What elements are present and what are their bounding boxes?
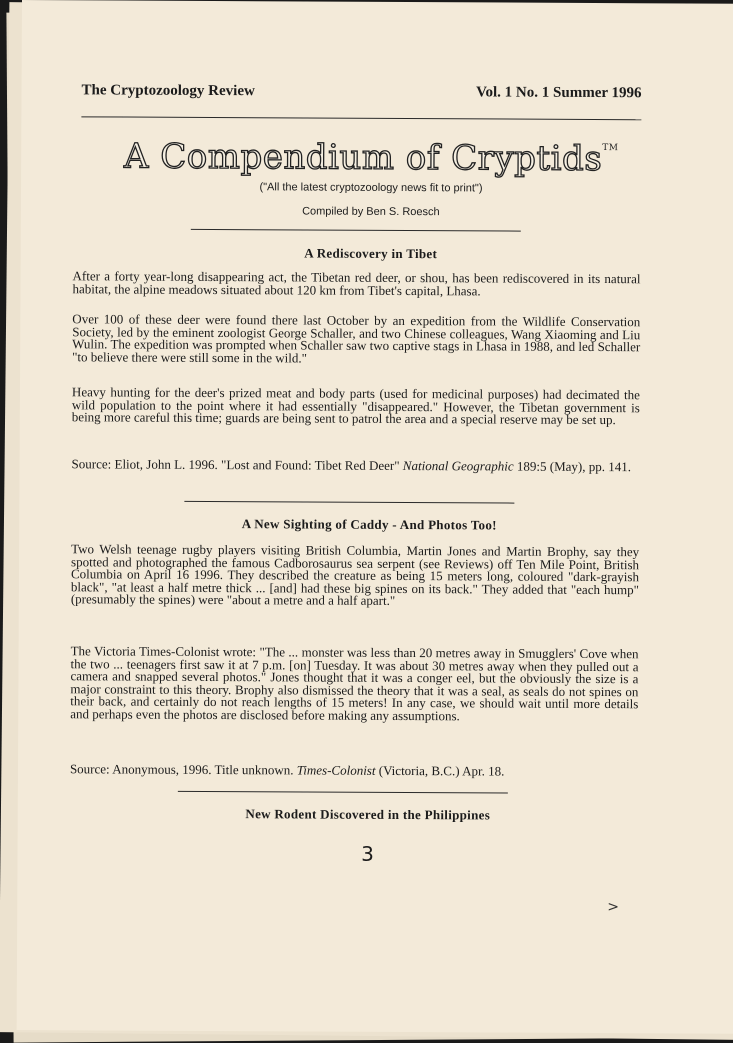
article-paragraph: Two Welsh teenage rugby players visiting British Columbia, Martin Jones and Martin Brophy, say they spotted and photographed the famous Cadborosaurus sea serpent (see Reviews) off Ten Mile Point, British Columbia on April 16 1996. They described the creature as being 15 meters long, coloured "dark-grayish black", "at least a half metre thick ... [and] had these big spines on its back." They added that "each hump" (presumably the spines) were "about a metre and a half apart.": [70, 541, 640, 608]
section-divider: [191, 229, 521, 232]
article-paragraph: Over 100 of these deer were found there last October by an expedition from the Wildlife Conservation Society, led by the eminent zoologist George Schaller, and two Chinese colleagues, Wang Xiaoming and Liu Wulin. The expedition was prompted when Schaller saw two captive stags in Lhasa in 1988, and led Schaller "to believe there were still some in the wild.": [72, 311, 641, 365]
source-journal: Times-Colonist: [296, 762, 376, 778]
section-divider: [184, 501, 514, 504]
masthead-title: [21, 136, 721, 180]
document-page: [17, 0, 733, 1034]
issue-info: Vol. 1 No. 1 Summer 1996: [476, 84, 642, 102]
section-divider: [178, 791, 508, 794]
article-paragraph: Heavy hunting for the deer's prized meat and body parts (used for medicinal purposes) had decimated the wild population to the point where it had essentially "disappeared." However, the Tibetan government is being more careful this time; guards are being sent to patrol the area and a special reserve may be set up.: [71, 384, 640, 428]
article-paragraph: The Victoria Times-Colonist wrote: "The ... monster was less than 20 metres away in Smugglers' Cove when the two ... teenagers first saw it at 7 p.m. [on] Tuesday. It was about 30 metres away when they pulled out a camera and snapped several photos." Jones thought that it was a conger eel, but the obviously the size is a major constraint to this theory. Brophy also dismissed the theory that it was a seal, as seals do not spines on their back, and certainly do not reach lengths of 15 meters! In any case, we should wait until more details and perhaps even the photos are disclosed before making any assumptions.: [70, 643, 639, 723]
source-citation: 189:5 (May), pp. 141.: [513, 458, 632, 475]
header-rule: [81, 116, 641, 120]
article-source: [70, 763, 638, 778]
masthead-title-text: A Compendium of Cryptids: [123, 136, 603, 180]
article-heading: A New Sighting of Caddy - And Photos Too!: [241, 516, 497, 533]
article-heading: New Rodent Discovered in the Philippines: [245, 806, 491, 823]
source-text: Source: Anonymous, 1996. Title unknown.: [69, 761, 297, 778]
source-citation: (Victoria, B.C.) Apr. 18.: [375, 762, 505, 779]
article-heading: A Rediscovery in Tibet: [304, 245, 438, 262]
source-text: Source: Eliot, John L. 1996. "Lost and Found: Tibet Red Deer": [71, 456, 403, 474]
compiled-by: Compiled by Ben S. Roesch: [302, 205, 440, 219]
masthead-tagline: ("All the latest cryptozoology news fit to print"): [259, 181, 483, 195]
article-paragraph: After a forty year-long disappearing act, the Tibetan red deer, or shou, has been rediscovered in its natural habitat, the alpine meadows situated about 120 km from Tibet's capital, Lhasa.: [72, 268, 641, 298]
article-source: [72, 458, 640, 473]
margin-mark: >: [607, 899, 620, 916]
trademark-mark: TM: [602, 143, 619, 154]
page-number: 3: [361, 841, 374, 866]
page-header: [81, 82, 641, 102]
publication-name: The Cryptozoology Review: [81, 82, 255, 100]
source-journal: National Geographic: [402, 458, 514, 474]
